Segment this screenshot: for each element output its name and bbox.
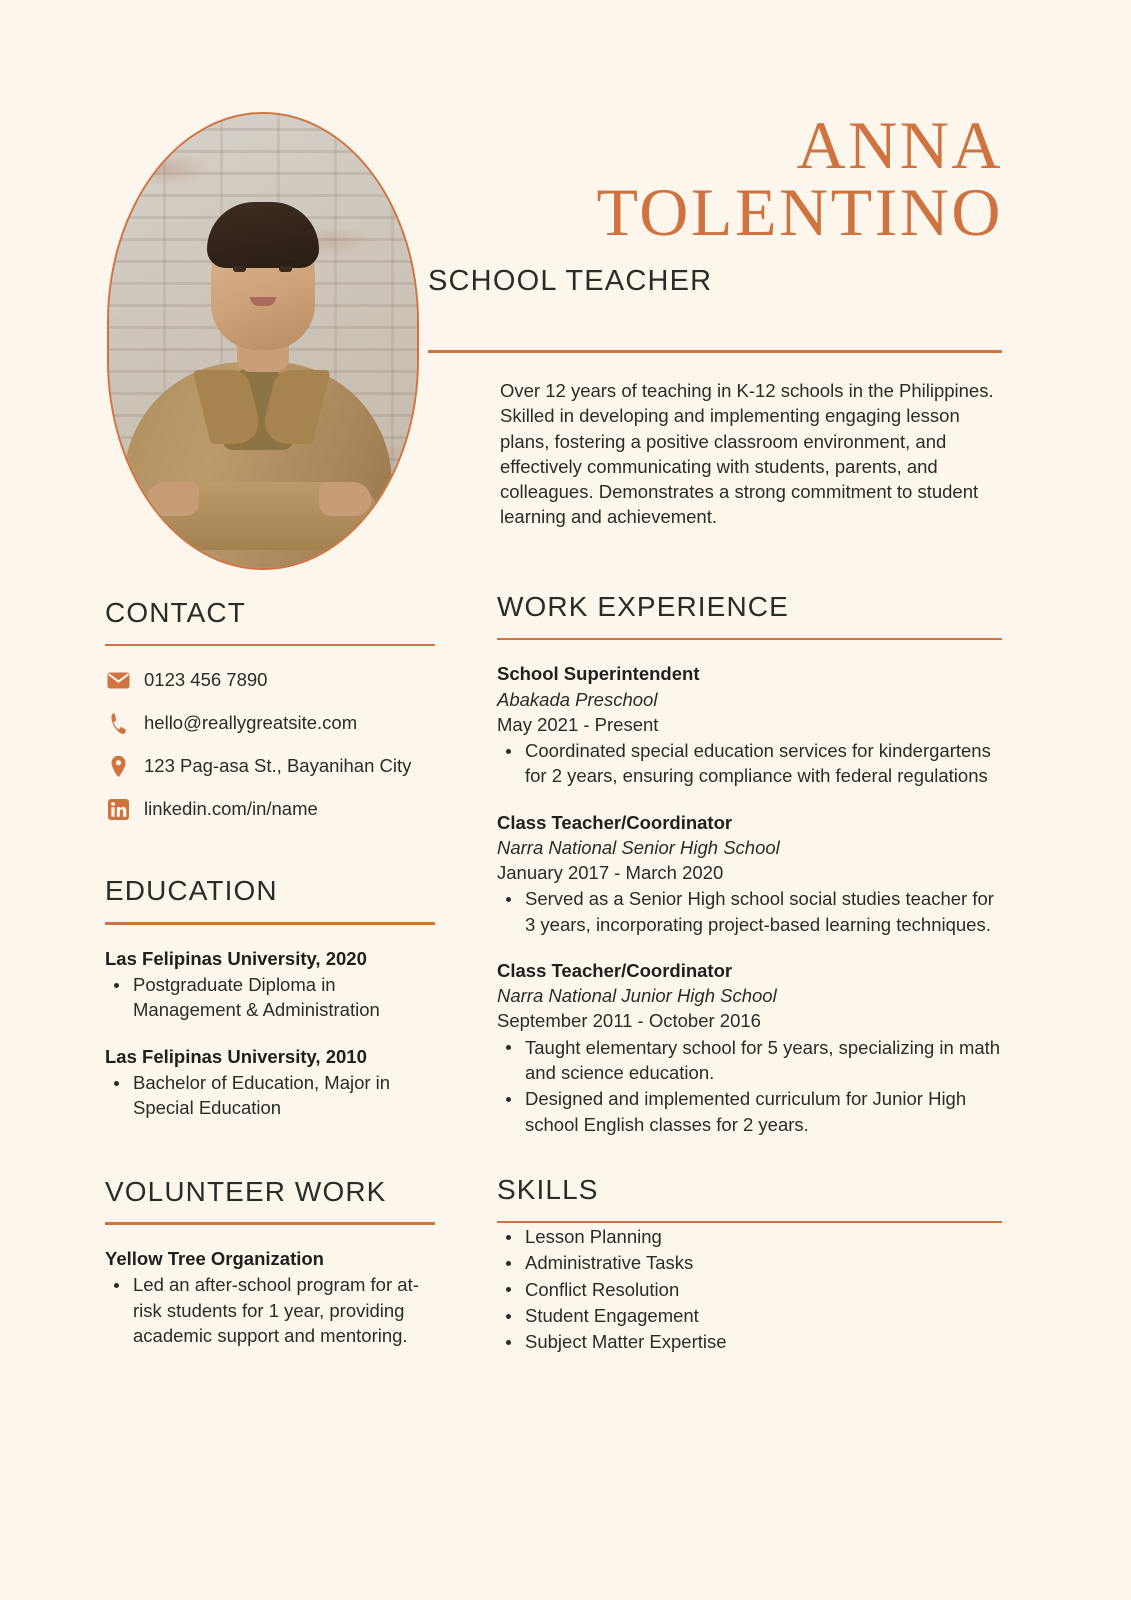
experience-entry xyxy=(497,959,1002,1137)
bullet-item: Postgraduate Diploma in Management & Administration xyxy=(105,972,435,1023)
experience-section-divider xyxy=(497,638,1002,641)
bullet-item: Taught elementary school for 5 years, specializing in math and science education. xyxy=(497,1035,1002,1086)
skills-list xyxy=(497,1224,1002,1354)
profile-photo xyxy=(107,112,419,570)
education-school: Las Felipinas University, 2010 xyxy=(105,1045,367,1067)
contact-section-title: CONTACT xyxy=(105,597,246,628)
skills-section-divider xyxy=(497,1221,1002,1224)
left-column xyxy=(105,598,435,1348)
photo-background xyxy=(109,114,417,568)
experience-role: School Superintendent xyxy=(497,663,700,685)
contact-value: hello@reallygreatsite.com xyxy=(144,712,358,734)
linkedin-icon xyxy=(105,798,131,820)
contact-section-divider xyxy=(105,644,435,647)
volunteer-section-divider xyxy=(105,1222,435,1225)
hand-right-shape xyxy=(319,482,371,516)
experience-entry xyxy=(497,811,1002,937)
spacer xyxy=(105,1121,435,1177)
experience-role: Class Teacher/Coordinator xyxy=(497,811,733,833)
bullet-item: Bachelor of Education, Major in Special Education xyxy=(105,1070,435,1121)
contact-item-address[interactable] xyxy=(105,755,435,777)
experience-bullets xyxy=(497,886,1002,937)
envelope-icon xyxy=(105,669,131,691)
education-section-divider xyxy=(105,922,435,925)
spacer xyxy=(105,820,435,876)
contact-item-linkedin[interactable] xyxy=(105,798,435,820)
professional-summary: Over 12 years of teaching in K-12 schools in the Philippines. Skilled in developing and implementing engaging lesson plans, fostering a positive classroom environment, and effectively communicating with students, parents, and colleagues. Demonstrates a strong commitment to student learning and achievement. xyxy=(500,380,994,528)
skill-item: Administrative Tasks xyxy=(497,1250,1002,1275)
header-divider xyxy=(428,350,1002,353)
experience-bullets xyxy=(497,1035,1002,1137)
section-contact xyxy=(105,598,435,820)
education-bullets xyxy=(105,972,435,1023)
section-education xyxy=(105,876,435,1120)
photo-subject xyxy=(109,114,417,568)
contact-value: 123 Pag-asa St., Bayanihan City xyxy=(144,755,412,777)
hair-top-shape xyxy=(207,202,319,268)
section-skills xyxy=(497,1175,1002,1355)
eye-left-shape xyxy=(233,266,246,272)
candidate-name xyxy=(428,107,1003,250)
volunteer-bullets xyxy=(105,1272,435,1348)
education-bullets xyxy=(105,1070,435,1121)
skills-section-title: SKILLS xyxy=(497,1173,599,1205)
experience-bullets xyxy=(497,738,1002,789)
volunteer-org: Yellow Tree Organization xyxy=(105,1247,324,1269)
experience-org: Abakada Preschool xyxy=(497,688,658,710)
experience-dates: May 2021 - Present xyxy=(497,713,659,735)
skill-item: Lesson Planning xyxy=(497,1224,1002,1249)
volunteer-section-title: VOLUNTEER WORK xyxy=(105,1175,387,1207)
education-section-title: EDUCATION xyxy=(105,875,278,907)
skill-item: Student Engagement xyxy=(497,1303,1002,1328)
name-line-2: TOLENTINO xyxy=(596,173,1003,250)
experience-dates: September 2011 - October 2016 xyxy=(497,1010,761,1032)
job-title: SCHOOL TEACHER xyxy=(428,265,713,298)
resume-header xyxy=(0,0,1131,600)
skill-item: Subject Matter Expertise xyxy=(497,1329,1002,1354)
contact-item-phone-number[interactable] xyxy=(105,669,435,691)
eye-right-shape xyxy=(279,266,292,272)
bullet-item: Served as a Senior High school social studies teacher for 3 years, incorporating project-based learning techniques. xyxy=(497,886,1002,937)
experience-org: Narra National Junior High School xyxy=(497,985,777,1007)
section-volunteer-work xyxy=(105,1177,435,1349)
contact-list xyxy=(105,669,435,820)
bullet-item: Designed and implemented curriculum for Junior High school English classes for 2 years. xyxy=(497,1086,1002,1137)
education-entry xyxy=(105,1045,435,1121)
skill-item: Conflict Resolution xyxy=(497,1277,1002,1302)
name-line-1: ANNA xyxy=(796,107,1003,183)
volunteer-entry xyxy=(105,1247,435,1348)
education-school: Las Felipinas University, 2020 xyxy=(105,947,367,969)
experience-section-title: WORK EXPERIENCE xyxy=(497,591,789,622)
contact-item-email[interactable] xyxy=(105,712,435,734)
location-pin-icon xyxy=(105,755,131,777)
experience-dates: January 2017 - March 2020 xyxy=(497,862,724,884)
bullet-item: Led an after-school program for at-risk students for 1 year, providing academic support and mentoring. xyxy=(105,1272,435,1348)
contact-value: 0123 456 7890 xyxy=(144,669,268,691)
education-entry xyxy=(105,947,435,1023)
right-column xyxy=(497,592,1002,1355)
experience-org: Narra National Senior High School xyxy=(497,837,780,859)
name-block xyxy=(428,107,1003,298)
phone-icon xyxy=(105,712,131,734)
experience-entry xyxy=(497,662,1002,788)
hand-left-shape xyxy=(147,482,199,516)
spacer xyxy=(497,1137,1002,1175)
section-work-experience xyxy=(497,592,1002,1137)
contact-value: linkedin.com/in/name xyxy=(144,798,318,820)
bullet-item: Coordinated special education services for kindergartens for 2 years, ensuring compliance with federal regulations xyxy=(497,738,1002,789)
experience-role: Class Teacher/Coordinator xyxy=(497,959,733,981)
